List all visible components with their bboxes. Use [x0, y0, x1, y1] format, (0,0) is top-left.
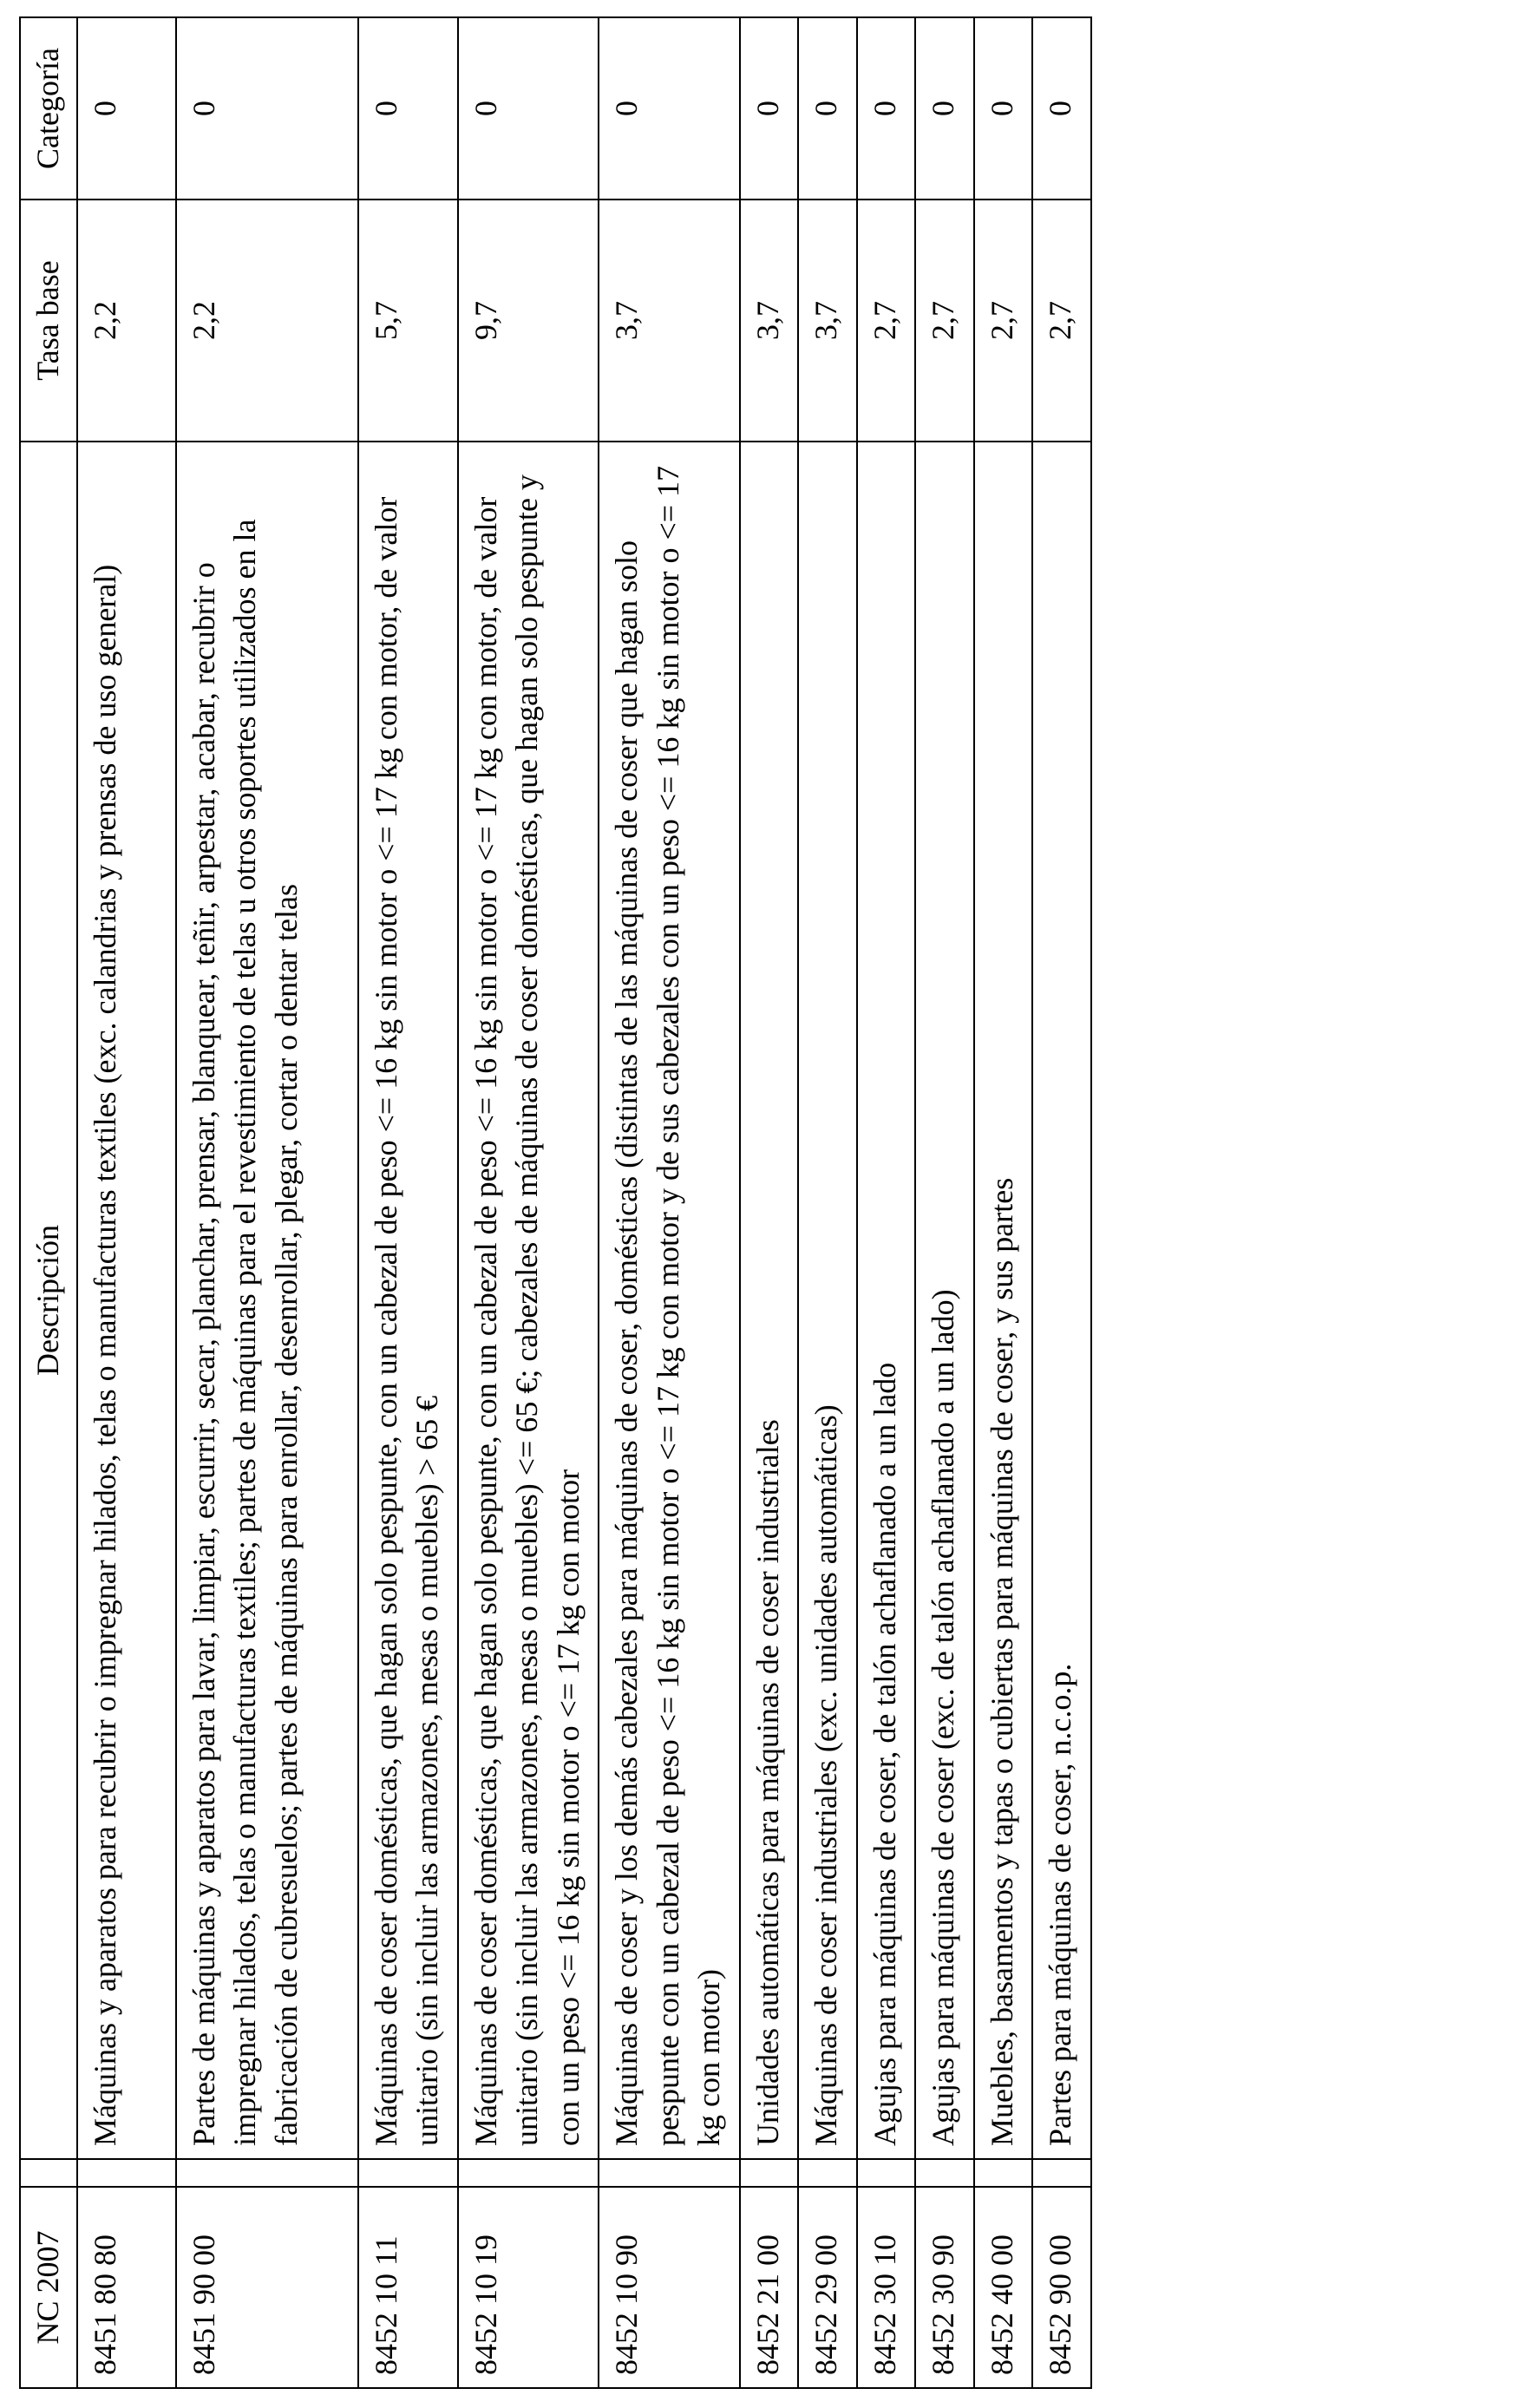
cell-category: 0: [458, 17, 599, 200]
cell-rate: 5,7: [358, 200, 458, 442]
cell-spacer: [458, 2159, 599, 2187]
header-rate: Tasa base: [20, 200, 77, 442]
cell-category: 0: [77, 17, 176, 200]
cell-description: Muebles, basamentos y tapas o cubiertas para máquinas de coser, y sus partes: [974, 442, 1033, 2159]
cell-rate: 3,7: [740, 200, 799, 442]
table-row: [1032, 17, 1091, 2388]
cell-description: Máquinas de coser y los demás cabezales para máquinas de coser, domésticas (distintas de las máquinas de coser que hagan solo pespunte con un cabezal de peso <= 16 kg sin motor o <= 17 kg con motor y de sus cabezales con un peso <= 16 kg sin motor o <= 17 kg con motor): [599, 442, 740, 2159]
table-row: [358, 17, 458, 2388]
cell-description: Unidades automáticas para máquinas de coser industriales: [740, 442, 799, 2159]
cell-spacer: [599, 2159, 740, 2187]
cell-category: 0: [798, 17, 857, 200]
header-description: Descripción: [20, 442, 77, 2159]
cell-category: 0: [1032, 17, 1091, 200]
cell-spacer: [857, 2159, 916, 2187]
cell-category: 0: [857, 17, 916, 200]
cell-description: Agujas para máquinas de coser, de talón achaflanado a un lado: [857, 442, 916, 2159]
cell-spacer: [358, 2159, 458, 2187]
cell-rate: 2,2: [77, 200, 176, 442]
cell-category: 0: [740, 17, 799, 200]
cell-category: 0: [599, 17, 740, 200]
cell-description: Agujas para máquinas de coser (exc. de talón achaflanado a un lado): [915, 442, 974, 2159]
cell-rate: 2,7: [1032, 200, 1091, 442]
table-row: [176, 17, 358, 2388]
table-row: [974, 17, 1033, 2388]
header-spacer: [20, 2159, 77, 2187]
cell-description: Máquinas de coser domésticas, que hagan solo pespunte, con un cabezal de peso <= 16 kg sin motor o <= 17 kg con motor, de valor unitario (sin incluir las armazones, mesas o muebles) > 65 €: [358, 442, 458, 2159]
cell-spacer: [798, 2159, 857, 2187]
cell-rate: 9,7: [458, 200, 599, 442]
tariff-table: [19, 16, 1092, 2389]
cell-code: 8452 30 90: [915, 2187, 974, 2388]
cell-code: 8452 10 11: [358, 2187, 458, 2388]
table-row: [915, 17, 974, 2388]
cell-code: 8452 29 00: [798, 2187, 857, 2388]
cell-category: 0: [358, 17, 458, 200]
cell-code: 8452 21 00: [740, 2187, 799, 2388]
cell-rate: 2,7: [857, 200, 916, 442]
table-row: [458, 17, 599, 2388]
cell-description: Máquinas de coser industriales (exc. unidades automáticas): [798, 442, 857, 2159]
cell-code: 8451 90 00: [176, 2187, 358, 2388]
cell-code: 8452 90 00: [1032, 2187, 1091, 2388]
cell-spacer: [77, 2159, 176, 2187]
cell-code: 8451 80 80: [77, 2187, 176, 2388]
cell-rate: 2,2: [176, 200, 358, 442]
cell-code: 8452 10 90: [599, 2187, 740, 2388]
cell-description: Máquinas de coser domésticas, que hagan solo pespunte, con un cabezal de peso <= 16 kg sin motor o <= 17 kg con motor, de valor unitario (sin incluir las armazones, mesas o muebles) <= 65 €; cabezales de máquinas de coser domésticas, que hagan solo pespunte y con un peso <= 16 kg sin motor o <= 17 kg con motor: [458, 442, 599, 2159]
cell-category: 0: [974, 17, 1033, 200]
header-row: [20, 17, 77, 2388]
header-code: NC 2007: [20, 2187, 77, 2388]
cell-code: 8452 40 00: [974, 2187, 1033, 2388]
cell-spacer: [176, 2159, 358, 2187]
header-category: Categoría: [20, 17, 77, 200]
cell-description: Partes de máquinas y aparatos para lavar, limpiar, escurrir, secar, planchar, prensar, blanquear, teñir, arpestar, acabar, recubrir o impregnar hilados, telas o manufacturas textiles; partes de máquinas para el revestimiento de telas u otros soportes utilizados en la fabricación de cubresuelos; partes de máquinas para enrollar, desenrollar, plegar, cortar o dentar telas: [176, 442, 358, 2159]
table-row: [599, 17, 740, 2388]
cell-description: Máquinas y aparatos para recubrir o impregnar hilados, telas o manufacturas textiles (exc. calandrias y prensas de uso general): [77, 442, 176, 2159]
cell-category: 0: [176, 17, 358, 200]
cell-spacer: [915, 2159, 974, 2187]
table-row: [740, 17, 799, 2388]
cell-rate: 2,7: [915, 200, 974, 442]
cell-spacer: [740, 2159, 799, 2187]
table-row: [798, 17, 857, 2388]
table-row: [857, 17, 916, 2388]
cell-code: 8452 30 10: [857, 2187, 916, 2388]
cell-rate: 2,7: [974, 200, 1033, 442]
cell-description: Partes para máquinas de coser, n.c.o.p.: [1032, 442, 1091, 2159]
cell-spacer: [974, 2159, 1033, 2187]
cell-rate: 3,7: [798, 200, 857, 442]
cell-code: 8452 10 19: [458, 2187, 599, 2388]
cell-spacer: [1032, 2159, 1091, 2187]
cell-category: 0: [915, 17, 974, 200]
table-row: [77, 17, 176, 2388]
cell-rate: 3,7: [599, 200, 740, 442]
